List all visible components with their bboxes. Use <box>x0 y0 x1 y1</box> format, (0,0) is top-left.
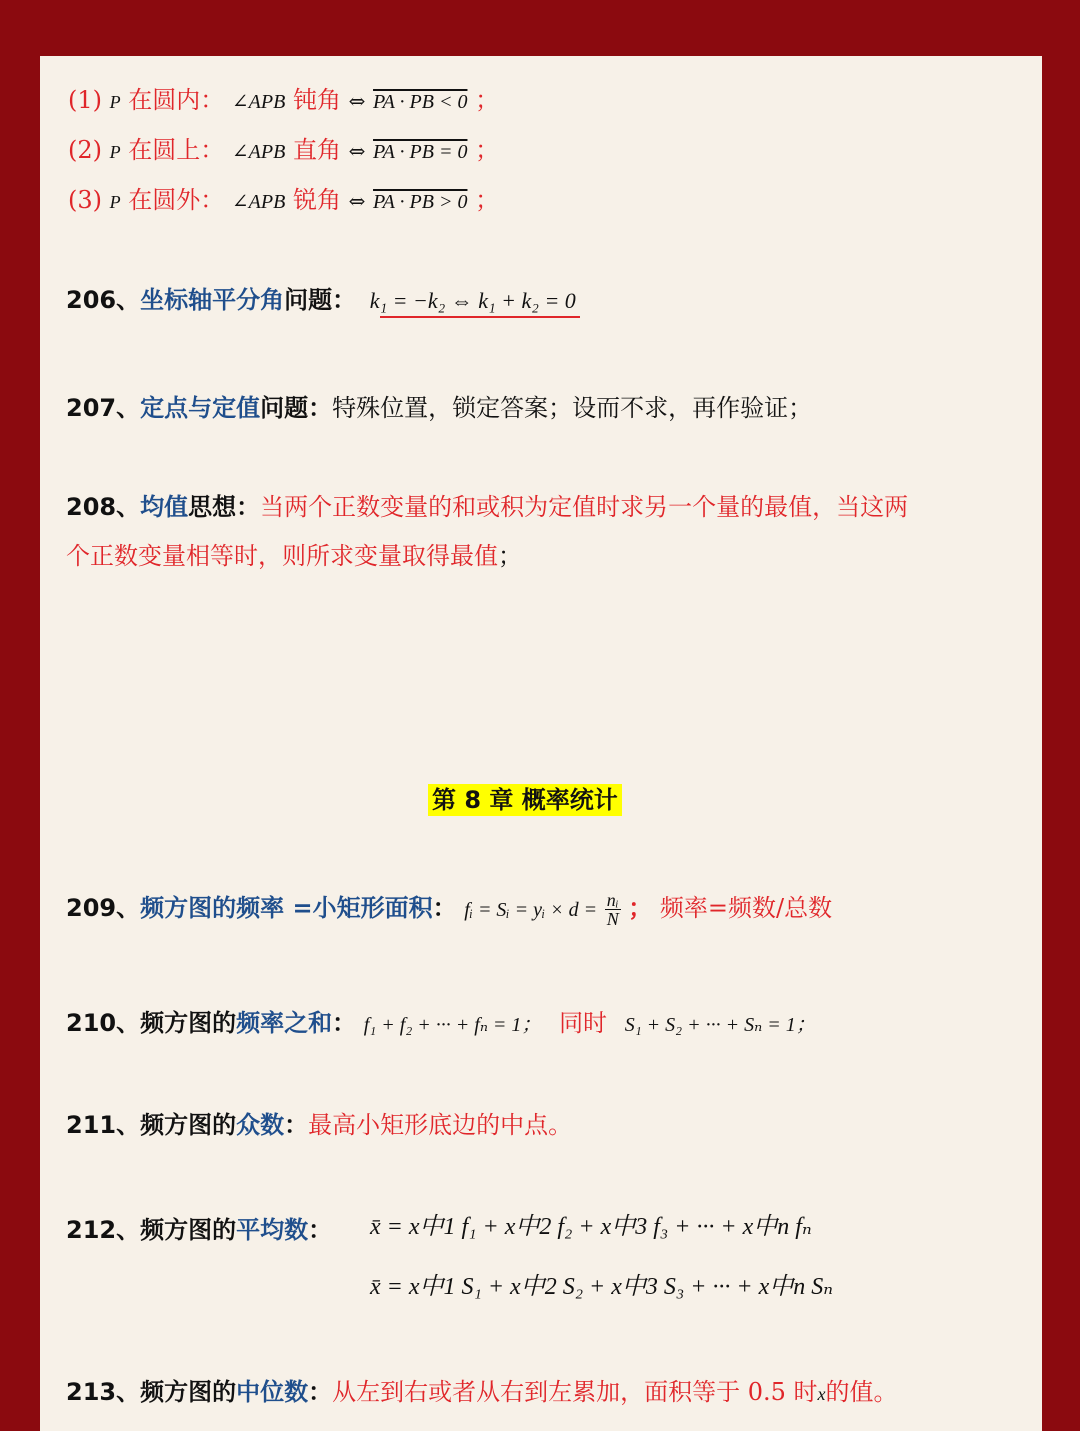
case-number: (3) <box>68 186 102 214</box>
item-number: 211、 <box>66 1111 141 1139</box>
item-number: 207、 <box>66 394 141 422</box>
item-text: 频率=频数/总数 <box>659 894 833 922</box>
item-text-line2: 个正数变量相等时，则所求变量取得最值 <box>66 542 498 570</box>
item-number: 213、 <box>66 1378 141 1406</box>
case-label: 在圆内： <box>128 86 225 114</box>
case-on-circle <box>68 130 499 165</box>
item-mid: 同时 <box>559 1009 608 1037</box>
point-p: P <box>109 142 121 162</box>
item-number: 208、 <box>66 493 141 521</box>
item-topic: 频方图的频率 =小矩形面积 <box>140 894 433 922</box>
item-topic: 定点与定值 <box>140 394 261 422</box>
chapter-title: 第 8 章 概率统计 <box>428 784 622 816</box>
semicolon: ； <box>628 893 653 922</box>
equivalence: ⇔ <box>348 89 366 113</box>
item-tail: 问题： <box>284 286 357 314</box>
item-tail: ： <box>432 894 457 922</box>
item-text: 从左到右或者从右到左累加，面积等于 0.5 时 <box>332 1378 818 1406</box>
item-tail: ： <box>332 1009 357 1037</box>
item-prefix: 频方图的 <box>140 1009 237 1037</box>
case-label: 在圆外： <box>128 186 225 214</box>
angle-kind: 直角 <box>292 136 341 164</box>
dot-product-expr: PA · PB > 0 <box>373 191 468 213</box>
item-formula-2: x̄ = x中1 S₁ + x中2 S₂ + x中3 S₃ + ··· + x中n Sₙ <box>370 1274 833 1300</box>
semicolon: ； <box>475 186 500 214</box>
item-number: 210、 <box>66 1009 141 1037</box>
item-206 <box>66 280 576 315</box>
item-prefix: 频方图的 <box>140 1378 237 1406</box>
item-formula: k₁ = −k₂ ⇔ k₁ + k₂ = 0 <box>369 288 576 313</box>
item-tail: 问题： <box>260 394 333 422</box>
equivalence: ⇔ <box>348 139 366 163</box>
point-p: P <box>109 92 121 112</box>
mean-formula-area <box>370 1266 833 1301</box>
item-formula-1: f₁ + f₂ + ··· + fₙ = 1； <box>363 1014 542 1036</box>
item-text: 特殊位置，锁定答案；设而不求，再作验证； <box>332 394 813 422</box>
semicolon: ； <box>475 136 500 164</box>
item-tail: ： <box>308 1216 333 1244</box>
fraction-denominator: N <box>606 909 619 929</box>
item-210 <box>66 1003 816 1038</box>
fraction-numerator: nᵢ <box>606 890 619 910</box>
item-topic: 频率之和 <box>236 1009 333 1037</box>
equivalence: ⇔ <box>348 189 366 213</box>
item-207 <box>66 388 812 423</box>
item-topic: 众数 <box>236 1111 285 1139</box>
item-topic: 坐标轴平分角 <box>140 286 285 314</box>
item-number: 206、 <box>66 286 141 314</box>
dot-product-expr: PA · PB < 0 <box>373 91 468 113</box>
formula-underline <box>380 316 580 318</box>
item-prefix: 频方图的 <box>140 1216 237 1244</box>
mean-formula-frequency <box>370 1206 812 1241</box>
item-formula: fᵢ = Sᵢ = yᵢ × d = <box>464 899 598 921</box>
fraction <box>605 891 621 928</box>
angle-apb: ∠APB <box>231 91 286 113</box>
item-213 <box>66 1372 898 1407</box>
item-212 <box>66 1210 332 1245</box>
item-number: 209、 <box>66 894 141 922</box>
angle-kind: 钝角 <box>292 86 341 114</box>
item-prefix: 频方图的 <box>140 1111 237 1139</box>
dot-product-expr: PA · PB = 0 <box>373 141 468 163</box>
case-number: (2) <box>68 136 102 164</box>
item-end: 的值。 <box>825 1378 898 1406</box>
item-number: 212、 <box>66 1216 141 1244</box>
item-text-line1: 当两个正数变量的和或积为定值时求另一个量的最值，当这两 <box>260 493 909 521</box>
case-label: 在圆上： <box>128 136 225 164</box>
item-formula-2: S₁ + S₂ + ··· + Sₙ = 1； <box>624 1014 816 1036</box>
semicolon: ； <box>475 86 500 114</box>
point-p: P <box>109 192 121 212</box>
semicolon: ； <box>498 542 522 570</box>
case-number: (1) <box>68 86 102 114</box>
item-tail: ： <box>308 1378 333 1406</box>
item-208 <box>66 487 908 522</box>
item-topic: 均值 <box>140 493 189 521</box>
item-formula-1: x̄ = x中1 f₁ + x中2 f₂ + x中3 f₃ + ··· + x中n fₙ <box>370 1214 812 1240</box>
angle-kind: 锐角 <box>292 186 341 214</box>
chapter-heading <box>428 780 622 815</box>
variable-x: x <box>817 1384 826 1404</box>
item-tail: 思想： <box>188 493 261 521</box>
case-inside-circle <box>68 80 499 115</box>
angle-apb: ∠APB <box>231 191 286 213</box>
item-211 <box>66 1105 572 1140</box>
item-208-cont <box>66 536 522 571</box>
item-text: 最高小矩形底边的中点。 <box>308 1111 573 1139</box>
item-tail: ： <box>284 1111 309 1139</box>
angle-apb: ∠APB <box>231 141 286 163</box>
item-209 <box>66 888 832 928</box>
item-topic: 平均数 <box>236 1216 309 1244</box>
item-topic: 中位数 <box>236 1378 309 1406</box>
case-outside-circle <box>68 180 499 215</box>
